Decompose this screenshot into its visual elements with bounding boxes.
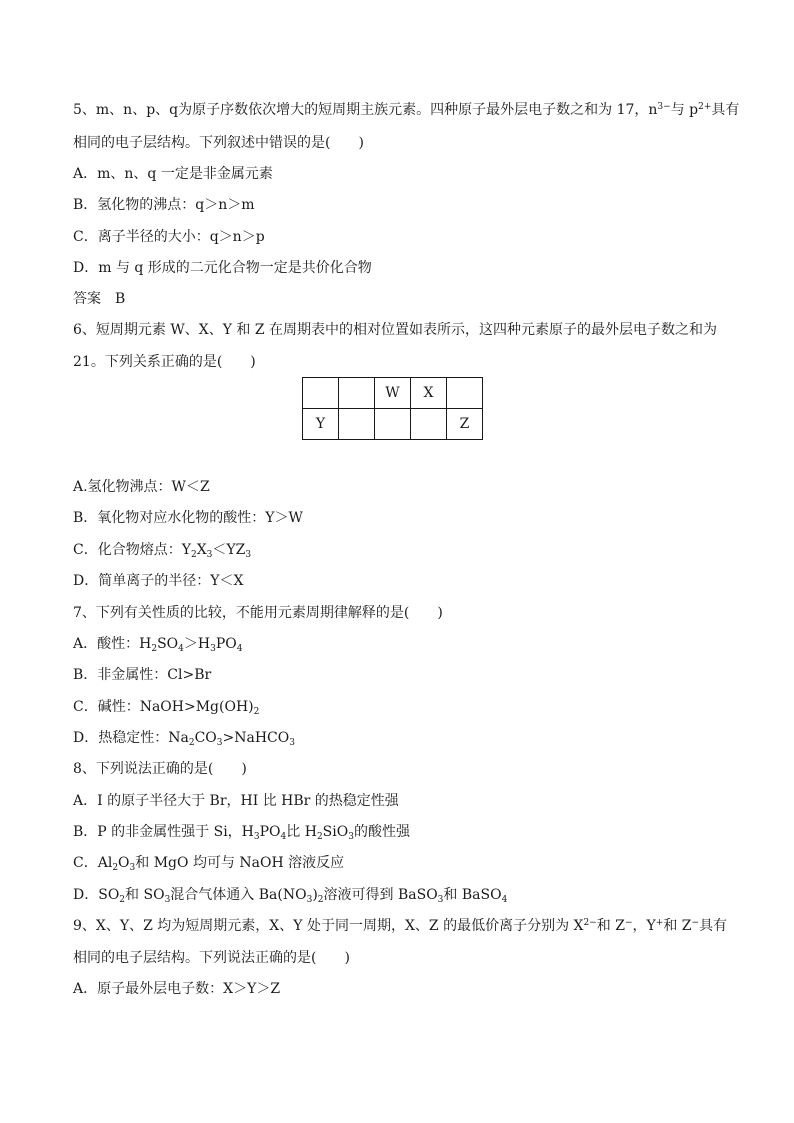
table-cell: Y xyxy=(303,409,339,440)
q5-option-a: A．m、n、q 一定是非金属元素 xyxy=(73,166,273,182)
q8-option-d: D．$SO_2$和 $SO_3$混合气体通入 $Ba(NO_3)_2$溶液可得到 BaSO$_3$和 BaSO$_4$ xyxy=(73,887,508,905)
q9-option-a: A．原子最外层电子数：X＞Y＞Z xyxy=(73,981,281,997)
q7-option-c: C．碱性：$NaOH>Mg(OH)_2$ xyxy=(73,699,260,717)
q7-stem: 7、下列有关性质的比较，不能用元素周期律解释的是( ) xyxy=(73,605,443,621)
q6-option-d: D．简单离子的半径：Y＜X xyxy=(73,573,244,589)
q7-option-b: B．非金属性：Cl>Br xyxy=(73,667,212,683)
periodic-position-table xyxy=(302,377,483,440)
table-cell xyxy=(375,409,411,440)
q8-option-a: A．I 的原子半径大于 Br，HI 比 HBr 的热稳定性强 xyxy=(73,793,399,809)
q9-stem-line-1: 9、X、Y、Z 均为短周期元素，X、Y 处于同一周期，X、Z 的最低价离子分别为 $X^{2-}$和 Z−，Y+和 Z−具有 xyxy=(73,918,728,934)
table-cell xyxy=(303,378,339,409)
q6-stem-line-1: 6、短周期元素 W、X、Y 和 Z 在周期表中的相对位置如表所示，这四种元素原子的最外层电子数之和为 xyxy=(73,322,718,338)
table-cell: Z xyxy=(447,409,483,440)
table-cell xyxy=(339,378,375,409)
table-row xyxy=(303,378,483,409)
q5-option-c: C．离子半径的大小：q＞n＞p xyxy=(73,229,265,245)
q8-option-c: C．$Al_2O_3$和 MgO 均可与 NaOH 溶液反应 xyxy=(73,855,345,873)
q7-option-d: D．热稳定性：$Na_2CO_3>NaHCO_3$ xyxy=(73,730,295,748)
q5-option-b: B．氢化物的沸点：q＞n＞m xyxy=(73,197,255,213)
table-cell: X xyxy=(411,378,447,409)
q8-stem: 8、下列说法正确的是( ) xyxy=(73,761,247,777)
q8-option-b: B．P 的非金属性强于 Si，$H_3PO_4$比 $H_2SiO_3$的酸性强 xyxy=(73,824,410,842)
q5-stem-line-2: 相同的电子层结构。下列叙述中错误的是( ) xyxy=(73,135,364,151)
table-cell: W xyxy=(375,378,411,409)
q7-option-a: A．酸性：$H_2SO_4>H_3PO_4$ xyxy=(73,636,243,654)
q6-option-c: C．化合物熔点：$Y_2X_3<YZ_3$ xyxy=(73,542,252,560)
table-cell xyxy=(447,378,483,409)
q6-option-b: B．氧化物对应水化物的酸性：Y＞W xyxy=(73,510,303,526)
q5-stem-line-1: 5、m、n、p、q为原子序数依次增大的短周期主族元素。四种原子最外层电子数之和为 17，$n^{3-}$与 $p^{2+}$具有 xyxy=(73,102,740,118)
table-cell xyxy=(411,409,447,440)
q6-option-a: A.氢化物沸点：W＜Z xyxy=(73,479,210,495)
table-cell xyxy=(339,409,375,440)
table-row xyxy=(303,409,483,440)
q5-option-d: D．m 与 q 形成的二元化合物一定是共价化合物 xyxy=(73,260,372,276)
q6-stem-line-2: 21。下列关系正确的是( ) xyxy=(73,354,256,370)
q9-stem-line-2: 相同的电子层结构。下列说法正确的是( ) xyxy=(73,950,350,966)
q5-answer: 答案 B xyxy=(73,291,126,307)
